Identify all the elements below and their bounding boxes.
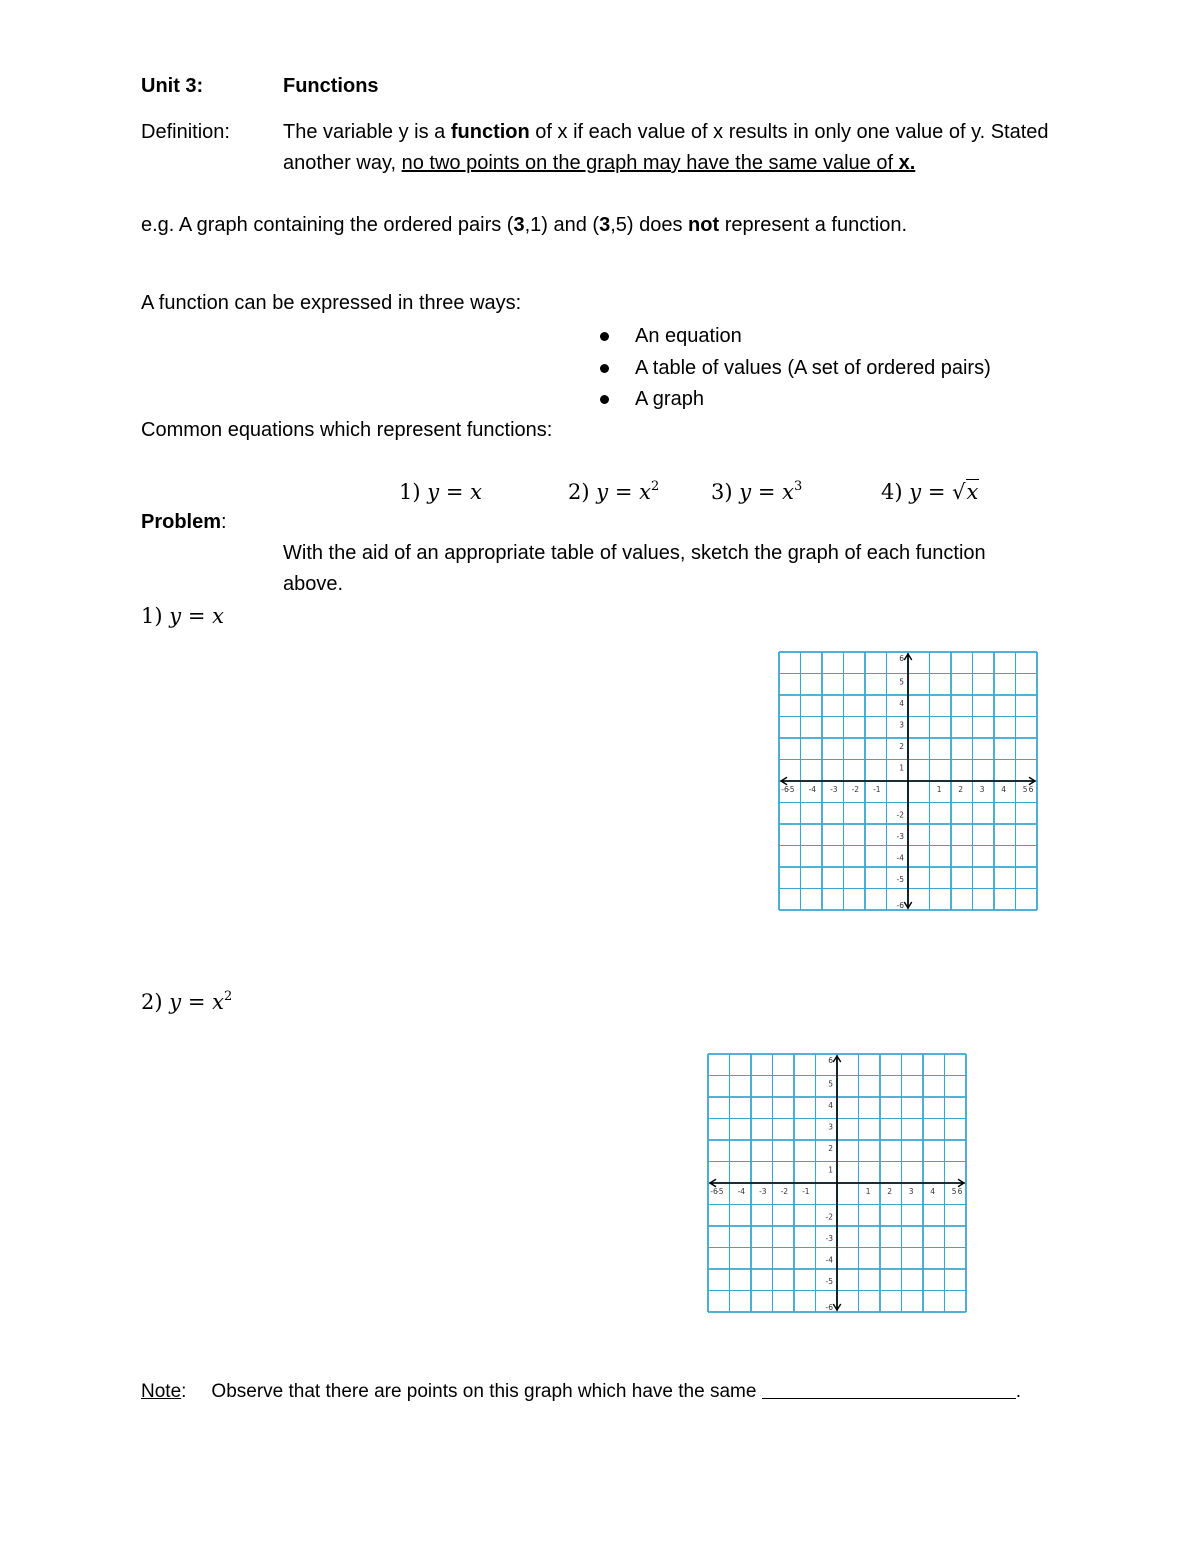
x-tick-label: -5 — [716, 1187, 724, 1196]
y-tick-label: 3 — [828, 1122, 833, 1132]
definition-line-1 — [283, 121, 1049, 144]
y-tick-label: 1 — [828, 1165, 833, 1175]
equation-number: 3) — [711, 480, 733, 504]
x-tick-label: -1 — [873, 785, 881, 794]
equation-rhs: x — [212, 604, 224, 628]
part-1-equation — [141, 604, 224, 628]
y-tick-label: -6 — [896, 901, 904, 910]
y-tick-label: -2 — [896, 810, 904, 820]
equals-sign: = — [445, 480, 464, 504]
note-text: Observe that there are points on this graph which have the same — [211, 1381, 762, 1402]
y-tick-label: -4 — [896, 853, 904, 863]
x-tick-label: -2 — [780, 1187, 789, 1196]
note-colon: : — [181, 1381, 187, 1402]
definition-emphasis: no two points on the graph may have the same value of — [401, 152, 899, 174]
x-tick-label: 3 — [908, 1187, 914, 1196]
example-text-3: ,5) does — [610, 214, 689, 236]
equation-lhs: y — [909, 480, 922, 504]
equation-number: 2) — [141, 990, 163, 1014]
equation-base: x — [212, 990, 224, 1014]
equation-lhs: y — [169, 990, 182, 1014]
list-item: An equation — [598, 322, 991, 354]
ways-list — [598, 322, 991, 417]
x-tick-label: -3 — [830, 785, 838, 794]
x-tick-label: 1 — [865, 1187, 871, 1196]
ways-intro: A function can be expressed in three ways: — [141, 292, 522, 314]
equation-lhs: y — [169, 604, 182, 628]
definition-line-2 — [283, 152, 915, 175]
example-x-2: 3 — [599, 214, 611, 236]
x-tick-label: -6 — [710, 1187, 718, 1196]
equation-number: 1) — [399, 480, 421, 504]
equation-lhs: y — [739, 480, 752, 504]
x-tick-label: -6 — [781, 785, 789, 794]
note-line — [141, 1380, 1021, 1403]
equation-number: 2) — [568, 480, 590, 504]
y-tick-label: -3 — [896, 832, 904, 842]
y-tick-label: -4 — [825, 1255, 833, 1265]
x-tick-label: -5 — [787, 785, 795, 794]
y-tick-label: -6 — [825, 1303, 833, 1312]
x-tick-label: 6 — [957, 1187, 963, 1196]
equation-lhs: y — [596, 480, 609, 504]
y-tick-label: -5 — [896, 875, 904, 885]
equation-base: x — [782, 480, 794, 504]
coordinate-grid-1[interactable] — [778, 651, 1038, 911]
x-tick-label: 2 — [887, 1187, 893, 1196]
answer-blank[interactable] — [762, 1380, 1016, 1399]
x-tick-label: -3 — [759, 1187, 767, 1196]
x-tick-label: -1 — [802, 1187, 810, 1196]
equation-exponent: 3 — [793, 479, 803, 494]
example-line — [141, 214, 907, 237]
x-tick-label: -4 — [737, 1187, 746, 1196]
equation-exponent: 2 — [223, 989, 233, 1004]
problem-heading — [141, 511, 227, 534]
y-tick-label: 2 — [899, 741, 904, 751]
problem-label: Problem — [141, 511, 222, 533]
x-tick-label: 3 — [979, 785, 985, 794]
example-text-2: ,1) and ( — [524, 214, 600, 236]
y-tick-label: -2 — [825, 1212, 833, 1222]
equals-sign: = — [927, 480, 946, 504]
list-item: A table of values (A set of ordered pairs) — [598, 354, 991, 386]
problem-colon: : — [221, 511, 227, 533]
page-title: Functions — [283, 75, 379, 97]
equation-lhs: y — [427, 480, 440, 504]
radical-sign: √ — [952, 480, 966, 504]
unit-label: Unit 3: — [141, 75, 204, 97]
definition-term: function — [450, 121, 530, 143]
part-2-equation — [141, 990, 232, 1014]
y-tick-label: 3 — [899, 720, 904, 730]
x-tick-label: 2 — [958, 785, 964, 794]
note-label: Note — [141, 1381, 182, 1402]
y-tick-label: 2 — [828, 1143, 833, 1153]
equation-4 — [881, 480, 979, 504]
problem-line-1: With the aid of an appropriate table of values, sketch the graph of each function — [283, 542, 986, 564]
x-tick-label: 6 — [1028, 785, 1034, 794]
equation-exponent: 2 — [650, 479, 660, 494]
equation-rhs: x — [470, 480, 482, 504]
coordinate-grid-2[interactable] — [707, 1053, 967, 1313]
problem-line-2: above. — [283, 573, 344, 595]
x-tick-label: 1 — [936, 785, 942, 794]
example-x-1: 3 — [513, 214, 525, 236]
x-tick-label: 4 — [930, 1187, 936, 1196]
equation-1 — [399, 480, 482, 504]
radicand: x — [966, 480, 979, 504]
example-text-4: represent a function. — [719, 214, 908, 236]
example-text: e.g. A graph containing the ordered pairs ( — [141, 214, 514, 236]
equals-sign: = — [757, 480, 776, 504]
note-period: . — [1015, 1381, 1021, 1402]
y-tick-label: 1 — [899, 763, 904, 773]
definition-emphasis-x: x. — [898, 152, 916, 174]
equals-sign: = — [187, 604, 206, 628]
definition-text-2: another way, — [283, 152, 402, 174]
y-tick-label: 5 — [828, 1079, 833, 1089]
y-tick-label: 4 — [899, 698, 904, 708]
y-tick-label: 6 — [828, 1056, 833, 1065]
example-not: not — [688, 214, 720, 236]
x-tick-label: 4 — [1001, 785, 1007, 794]
common-intro: Common equations which represent functions: — [141, 419, 553, 441]
equation-3 — [711, 480, 802, 504]
x-tick-label: -4 — [808, 785, 817, 794]
equals-sign: = — [187, 990, 206, 1014]
list-item: A graph — [598, 385, 991, 417]
x-tick-label: 5 — [951, 1187, 957, 1196]
y-tick-label: 5 — [899, 677, 904, 687]
equation-number: 4) — [881, 480, 903, 504]
definition-text: The variable y is a — [283, 121, 451, 143]
y-tick-label: -3 — [825, 1234, 833, 1244]
definition-label: Definition: — [141, 121, 230, 143]
y-tick-label: -5 — [825, 1277, 833, 1287]
x-tick-label: 5 — [1022, 785, 1028, 794]
square-root — [952, 480, 979, 504]
equation-base: x — [639, 480, 651, 504]
x-tick-label: -2 — [851, 785, 860, 794]
y-tick-label: 4 — [828, 1100, 833, 1110]
definition-text-cont: of x if each value of x results in only one value of y. Stated — [529, 121, 1049, 143]
equation-2 — [568, 480, 659, 504]
equation-number: 1) — [141, 604, 163, 628]
y-tick-label: 6 — [899, 654, 904, 663]
equals-sign: = — [614, 480, 633, 504]
